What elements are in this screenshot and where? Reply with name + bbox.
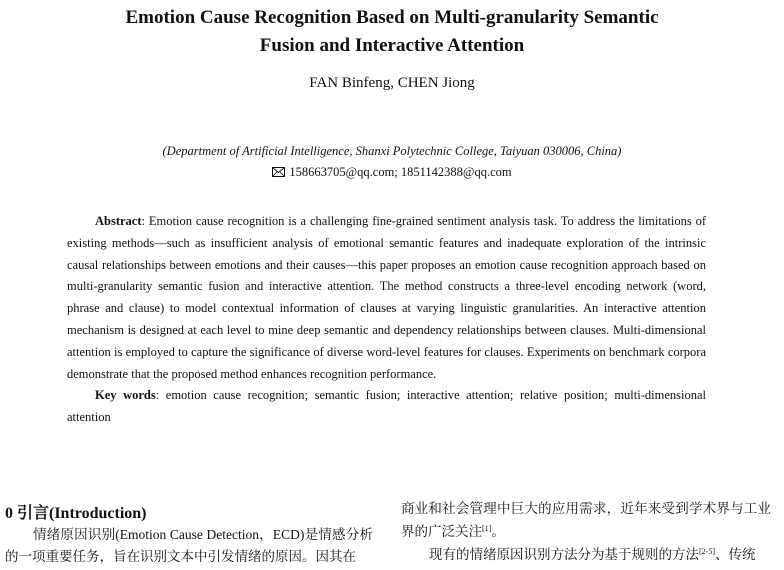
abstract-paragraph [67,211,706,385]
abstract-text: : Emotion cause recognition is a challenging fine-grained sentiment analysis task. To address the limitations of existing methods—such as insufficient analysis of emotional semantic features and inadequate exploration of the intrinsic causal relationships between emotions and their causes—this paper proposes an emotion cause recognition approach based on multi-granularity semantic fusion and interactive attention. The method constructs a three-level encoding network (word, phrase and clause) to model contextual information of clauses at varying linguistic granularities. An interactive attention mechanism is designed at each level to mine deep semantic and dependency relationships between clauses. Multi-dimensional attention is employed to capture the significance of diverse word-level features for clauses. Experiments on benchmark corpora demonstrate that the proposed method enhances recognition performance. [67,214,706,381]
title-line-2: Fusion and Interactive Attention [259,35,525,56]
keywords-label: Key words [95,388,156,403]
title-line-1: Emotion Cause Recognition Based on Multi-granularity Semantic [125,7,659,28]
emails: 158663705@qq.com; 1851142388@qq.com [289,165,512,179]
paper-title [0,4,784,60]
affiliation: (Department of Artificial Intelligence, Shanxi Polytechnic College, Taiyuan 030006, China) [162,144,622,158]
section-heading: 0 引言(Introduction) [5,505,147,522]
authors: FAN Binfeng, CHEN Jiong [309,75,475,91]
left-paragraph: 情绪原因识别(Emotion Cause Detection，ECD)是情感分析的一项重要任务，旨在识别文本中引发情绪的原因。因其在 [5,527,373,564]
right-paragraph-1 [401,497,771,543]
right-paragraph-1-text: 商业和社会管理中巨大的应用需求，近年来受到学术界与工业界的广泛关注 [401,501,771,539]
keywords-text: : emotion cause recognition; semantic fusion; interactive attention; relative position; multi-dimensional attention [67,388,706,425]
keywords [67,385,706,429]
citation: [2-5] [699,547,715,556]
envelope-icon [272,167,285,177]
citation: [1] [482,524,492,533]
left-column [5,524,373,568]
email-line [0,163,784,181]
right-paragraph-2-end: 、传统 [715,547,756,562]
right-column [401,497,771,566]
right-paragraph-2-text: 现有的情绪原因识别方法分为基于规则的方法 [429,547,699,562]
right-paragraph-1-end: 。 [491,524,505,539]
abstract [67,211,706,429]
right-paragraph-2 [401,543,771,566]
abstract-label: Abstract [95,214,142,228]
